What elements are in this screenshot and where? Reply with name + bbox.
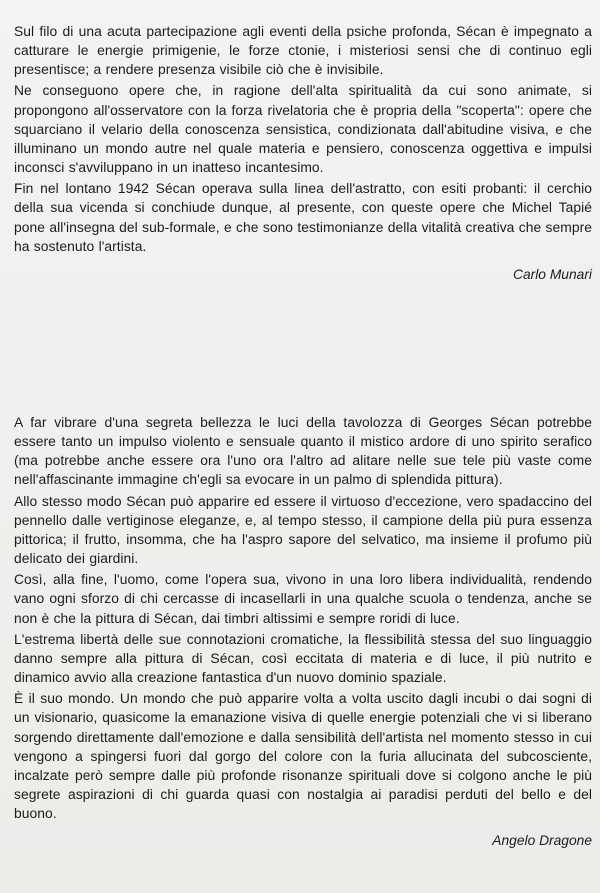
paragraph: Ne conseguono opere che, in ragione dell'alta spiritualità da cui sono animate, si propongono all'osservatore con la forza rivelatoria che è propria della "scoperta": opere che squarciano il velario della conoscenza sensistica, condizionata dall'abitudine visiva, e che illuminano un mondo autre nel quale materia e pensiero, conoscenza oggettiva e impulsi inconsci s'avviluppano in un inatteso incantesimo.: [14, 82, 592, 176]
paragraph: Sul filo di una acuta partecipazione agli eventi della psiche profonda, Sécan è impegnato a catturare le energie primigenie, le forze ctonie, i misteriosi sensi che di continuo egli presentisce; a rendere presenza visibile ciò che è invisibile.: [14, 23, 592, 78]
paragraph: Così, alla fine, l'uomo, come l'opera sua, vivono in una loro libera individualità, rendendo vano ogni sforzo di chi cercasse di incasellarli in una qualche scuola o tendenza, anche se non è che la pittura di Sécan, dai timbri altissimi e sempre roridi di luce.: [14, 571, 592, 626]
paragraph: È il suo mondo. Un mondo che può apparire volta a volta uscito dagli incubi o dai sogni di un visionario, quasicome la emanazione visiva di quelle energie potenziali che vi si liberano sorgendo direttamente dall'emozione e dalla sensibilità dell'artista nel momento stesso in cui vengono a spingersi fuori dal gorgo del colore con la furia allucinata del subcosciente, incalzate però sempre dalle più profonde risonanze spirituali dove si colgono anche le più segrete aspirazioni di chi guarda quasi con nostalgia ai paradisi perduti del bello e del buono.: [14, 690, 592, 822]
author-signature: Carlo Munari: [513, 266, 592, 282]
paragraph: L'estrema libertà delle sue connotazioni cromatiche, la flessibilità stessa del suo linguaggio danno sempre alla pittura di Sécan, così eccitata di materia e di luce, il più nutrito e dinamico avvio alla creazione fantastica d'un nuovo dominio spaziale.: [14, 630, 592, 686]
essay-dragone: [14, 413, 592, 850]
paragraph: Fin nel lontano 1942 Sécan operava sulla linea dell'astratto, con esiti probanti: il cerchio della sua vicenda si conchiude dunque, al presente, con queste opere che Michel Tapié pone all'insegna del sub-formale, e che sono testimonianze della vitalità creativa che sempre ha sostenuto l'artista.: [14, 180, 592, 254]
author-signature: Angelo Dragone: [492, 833, 592, 849]
essay-munari: [14, 22, 592, 284]
paragraph: A far vibrare d'una segreta bellezza le luci della tavolozza di Georges Sécan potrebbe essere tanto un impulso violento e sensuale quanto il mistico ardore di uno spirito serafico (ma potrebbe anche essere ora l'uno ora l'altro ad alitare nelle sue tele più vaste come nell'affascinante immagine ch'egli sa evocare in un palmo di splendida pittura).: [14, 414, 592, 488]
paragraph: Allo stesso modo Sécan può apparire ed essere il virtuoso d'eccezione, vero spadaccino del pennello dalle vertiginose eleganze, e, al tempo stesso, il campione della più pura essenza pittorica; il frutto, insomma, che ha l'aspro sapore del selvatico, ma insieme il profumo più delicato dei giardini.: [14, 492, 592, 567]
